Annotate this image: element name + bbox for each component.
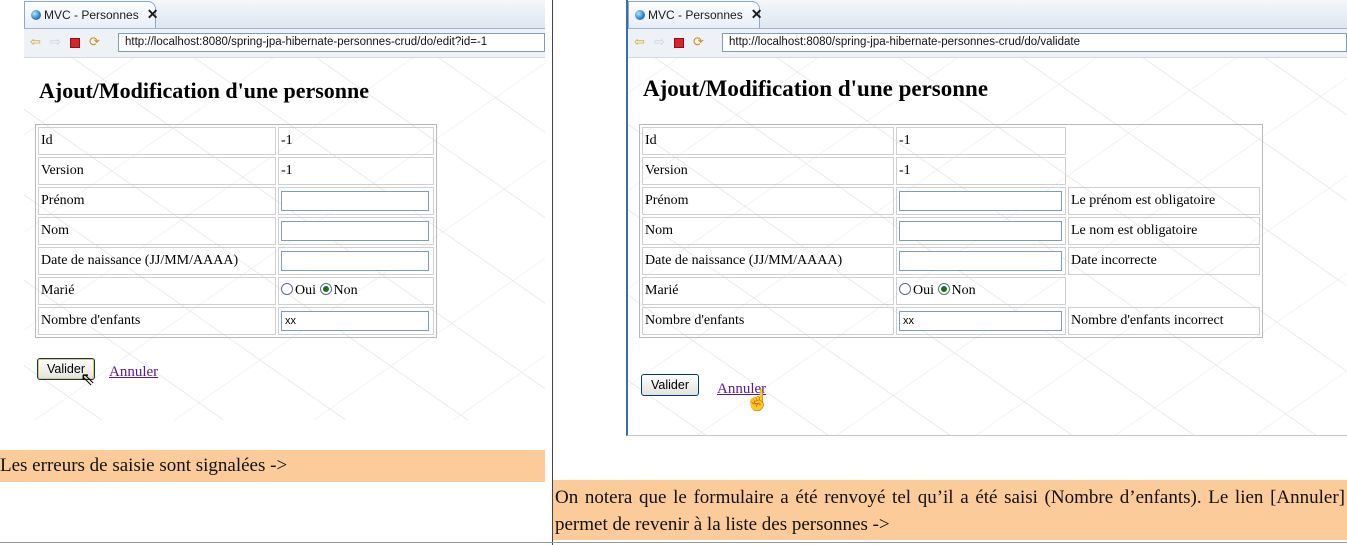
error-nom: Le nom est obligatoire xyxy=(1068,217,1260,245)
error-marie xyxy=(1068,277,1260,305)
table-row xyxy=(38,307,434,335)
oui-label: Oui xyxy=(913,283,934,298)
browser-tab[interactable] xyxy=(628,1,763,28)
label-id: Id xyxy=(38,127,276,155)
label-date-naissance: Date de naissance (JJ/MM/AAAA) xyxy=(642,247,894,275)
date-naissance-input[interactable] xyxy=(899,251,1062,271)
value-version: -1 xyxy=(278,157,434,185)
prenom-input[interactable] xyxy=(281,191,429,211)
non-label: Non xyxy=(333,283,358,298)
table-row xyxy=(38,247,434,275)
non-label: Non xyxy=(951,283,976,298)
label-prenom: Prénom xyxy=(38,187,276,215)
page-content xyxy=(24,58,545,420)
table-row xyxy=(38,217,434,245)
value-id: -1 xyxy=(278,127,434,155)
url-field[interactable]: http://localhost:8080/spring-jpa-hibernate-personnes-crud/do/edit?id=-1 xyxy=(118,33,545,52)
right-panel xyxy=(553,0,1347,545)
person-form-table xyxy=(639,124,1263,338)
caption-right: On notera que le formulaire a été renvoyé tel qu’il a été saisi (Nombre d’enfants). Le lien [Annuler] permet de revenir à la liste des personnes -> xyxy=(553,480,1347,540)
table-row xyxy=(38,157,434,185)
nombre-enfants-input[interactable]: xx xyxy=(899,311,1062,331)
refresh-icon[interactable]: ⟳ xyxy=(89,34,100,49)
table-row xyxy=(38,277,434,305)
error-prenom: Le prénom est obligatoire xyxy=(1068,187,1260,215)
caption-left: Les erreurs de saisie sont signalées -> xyxy=(0,450,545,482)
table-row xyxy=(642,127,1260,155)
page-title: Ajout/Modification d'une personne xyxy=(39,78,370,103)
label-date-naissance: Date de naissance (JJ/MM/AAAA) xyxy=(38,247,276,275)
hand-cursor-icon: ☝ xyxy=(745,390,770,412)
oui-radio[interactable] xyxy=(281,283,293,295)
prenom-input[interactable] xyxy=(899,191,1062,211)
forward-arrow-icon[interactable]: ⇨ xyxy=(50,34,61,49)
error-nombre-enfants: Nombre d'enfants incorrect xyxy=(1068,307,1260,335)
label-nom: Nom xyxy=(642,217,894,245)
valider-button[interactable]: Valider xyxy=(641,374,699,396)
nombre-enfants-input[interactable]: xx xyxy=(281,311,429,331)
page-content xyxy=(628,58,1347,435)
label-nombre-enfants: Nombre d'enfants xyxy=(642,307,894,335)
label-marie: Marié xyxy=(642,277,894,305)
arrow-cursor-icon: ⇖ xyxy=(80,369,96,389)
value-id: -1 xyxy=(896,127,1066,155)
error-date-naissance: Date incorrecte xyxy=(1068,247,1260,275)
date-naissance-input[interactable] xyxy=(281,251,429,271)
oui-label: Oui xyxy=(295,283,316,298)
label-nom: Nom xyxy=(38,217,276,245)
table-row xyxy=(642,247,1260,275)
label-nombre-enfants: Nombre d'enfants xyxy=(38,307,276,335)
back-arrow-icon[interactable]: ⇦ xyxy=(634,34,645,49)
close-icon[interactable]: ✕ xyxy=(146,6,159,22)
globe-icon xyxy=(635,10,645,20)
browser-tab[interactable] xyxy=(24,1,159,28)
back-arrow-icon[interactable]: ⇦ xyxy=(30,34,41,49)
page-title: Ajout/Modification d'une personne xyxy=(643,76,989,101)
table-row xyxy=(642,157,1260,185)
label-marie: Marié xyxy=(38,277,276,305)
tab-title: MVC - Personnes xyxy=(44,8,139,22)
nav-toolbar xyxy=(24,29,545,58)
url-field[interactable]: http://localhost:8080/spring-jpa-hibernate-personnes-crud/do/validate xyxy=(722,33,1347,52)
globe-icon xyxy=(31,10,41,20)
label-prenom: Prénom xyxy=(642,187,894,215)
browser-screenshot-edit xyxy=(24,0,545,420)
table-row xyxy=(38,187,434,215)
browser-screenshot-validate xyxy=(626,0,1347,436)
label-version: Version xyxy=(642,157,894,185)
stop-icon[interactable] xyxy=(70,38,80,48)
table-row xyxy=(642,307,1260,335)
table-row xyxy=(642,187,1260,215)
refresh-icon[interactable]: ⟳ xyxy=(693,34,704,49)
annuler-link[interactable]: Annuler xyxy=(109,364,159,380)
stop-icon[interactable] xyxy=(674,38,684,48)
close-icon[interactable]: ✕ xyxy=(750,6,763,22)
forward-arrow-icon[interactable]: ⇨ xyxy=(654,34,665,49)
person-form-table xyxy=(35,124,437,338)
non-radio[interactable] xyxy=(938,283,950,295)
label-version: Version xyxy=(38,157,276,185)
annuler-link[interactable]: Annuler xyxy=(717,381,767,397)
error-id xyxy=(1068,127,1260,155)
value-version: -1 xyxy=(896,157,1066,185)
error-version xyxy=(1068,157,1260,185)
label-id: Id xyxy=(642,127,894,155)
table-row xyxy=(642,217,1260,245)
tab-title: MVC - Personnes xyxy=(648,8,743,22)
nom-input[interactable] xyxy=(281,221,429,241)
tab-bar xyxy=(628,0,1347,29)
valider-button[interactable]: Valider xyxy=(37,358,95,380)
table-row xyxy=(642,277,1260,305)
non-radio[interactable] xyxy=(320,283,332,295)
tab-bar xyxy=(24,0,545,29)
left-panel xyxy=(0,0,545,545)
oui-radio[interactable] xyxy=(899,283,911,295)
nom-input[interactable] xyxy=(899,221,1062,241)
nav-toolbar xyxy=(628,29,1347,58)
table-row xyxy=(38,127,434,155)
